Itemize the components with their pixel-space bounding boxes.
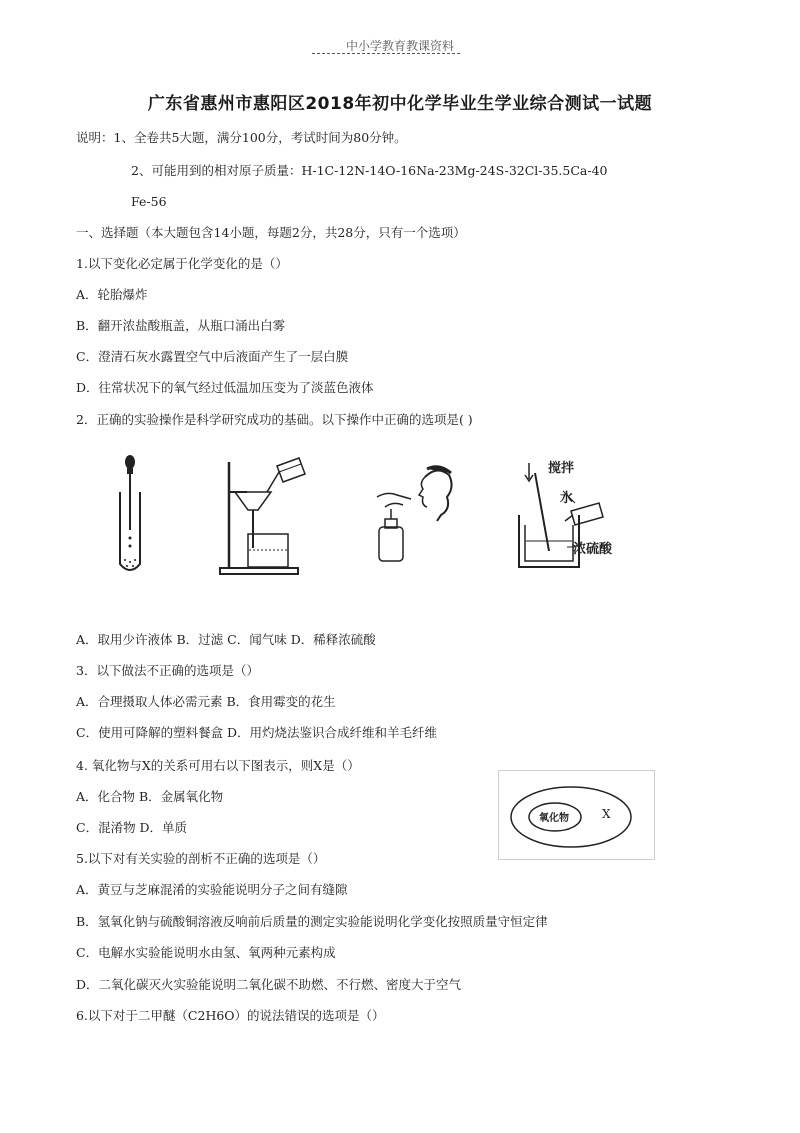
q5-option-b: B．氢氧化钠与硫酸铜溶液反响前后质量的测定实验能说明化学变化按照质量守恒定律 <box>76 914 548 929</box>
q6-stem: 6.以下对于二甲醚（C2H6O）的说法错误的选项是（） <box>76 1008 385 1023</box>
q4-options-cd: C．混淆物 D．单质 <box>76 820 188 835</box>
oxide-venn-diagram <box>498 770 655 860</box>
q3-options-cd: C．使用可降解的塑料餐盒 D．用灼烧法鉴识合成纤维和羊毛纤维 <box>76 725 438 740</box>
venn-outer-label: X <box>602 807 611 821</box>
q4-options-ab: A．化合物 B．金属氧化物 <box>76 789 224 804</box>
note-1: 说明：1、全卷共5大题，满分100分，考试时间为80分钟。 <box>76 130 407 145</box>
q3-stem: 3．以下做法不正确的选项是（） <box>76 663 259 678</box>
q1-option-b: B．翻开浓盐酸瓶盖，从瓶口涌出白雾 <box>76 318 286 333</box>
q2-stem: 2．正确的实验操作是科学研究成功的基础。以下操作中正确的选项是( ) <box>76 412 473 427</box>
filtration-figure <box>215 452 310 581</box>
figure-label-acid: 浓硫酸 <box>573 542 613 557</box>
header-underline <box>312 53 460 54</box>
q5-option-a: A．黄豆与芝麻混淆的实验能说明分子之间有缝隙 <box>76 882 348 897</box>
dropper-test-tube-figure <box>112 452 152 581</box>
page-header: 中小学教育教课资料 <box>345 39 454 53</box>
note-2-continued: Fe-56 <box>131 194 167 209</box>
note-2: 2、可能用到的相对原子质量：H-1C-12N-14O-16Na-23Mg-24S-32Cl-35.5Ca-40 <box>131 163 608 178</box>
q1-option-d: D．往常状况下的氧气经过低温加压变为了淡蓝色液体 <box>76 380 374 395</box>
q5-option-d: D．二氧化碳灭火实验能说明二氧化碳不助燃、不行燃、密度大于空气 <box>76 977 462 992</box>
q5-option-c: C．电解水实验能说明水由氢、氧两种元素构成 <box>76 945 336 960</box>
page-title: 广东省惠州市惠阳区2018年初中化学毕业生学业综合测试一试题 <box>147 94 653 114</box>
figure-label-water: 水 <box>560 491 574 506</box>
venn-inner-label: 氧化物 <box>539 813 569 824</box>
smelling-gas-figure <box>367 465 462 569</box>
section-heading: 一、选择题（本大题包含14小题，每题2分，共28分，只有一个选项） <box>76 225 466 240</box>
q1-stem: 1.以下变化必定属于化学变化的是（） <box>76 256 288 271</box>
q1-option-a: A．轮胎爆炸 <box>76 287 148 302</box>
q1-option-c: C．澄清石灰水露置空气中后液面产生了一层白膜 <box>76 349 349 364</box>
q2-options: A．取用少许液体 B．过滤 C．闻气味 D．稀释浓硫酸 <box>76 632 376 647</box>
figure-label-stir: 搅拌 <box>548 461 575 476</box>
q4-stem: 4. 氧化物与X的关系可用右以下图表示，则X是（） <box>76 758 360 773</box>
q3-options-ab: A．合理摄取人体必需元素 B．食用霉变的花生 <box>76 694 336 709</box>
q5-stem: 5.以下对有关实验的剖析不正确的选项是（） <box>76 851 326 866</box>
